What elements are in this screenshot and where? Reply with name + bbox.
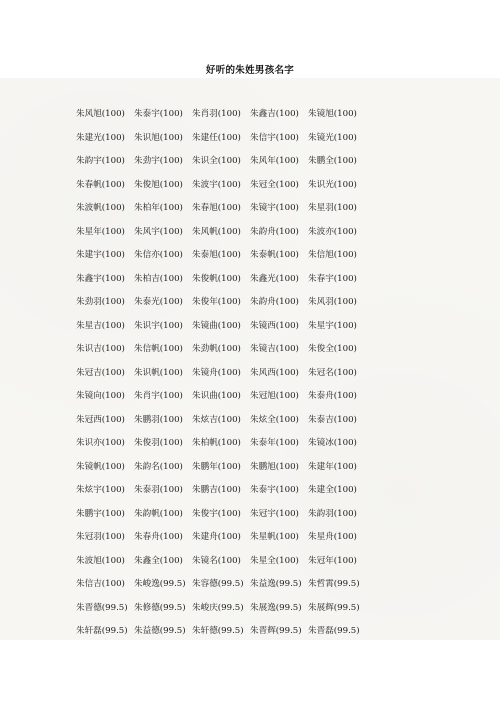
- name-entry: 朱冠吉(100): [76, 367, 125, 378]
- name-entry: 朱风羽(100): [308, 297, 357, 307]
- name-entry: 朱炫吉(100): [192, 414, 241, 425]
- name-entry: 朱信亦(100): [134, 250, 183, 260]
- name-entry: 朱泰宇(100): [134, 109, 183, 119]
- name-entry: 朱星宇(100): [308, 320, 357, 331]
- name-entry: 朱波帆(100): [76, 203, 125, 213]
- name-entry: 朱鹏年(100): [192, 461, 241, 472]
- name-entry: 朱韵宇(100): [76, 156, 125, 166]
- name-entry: 朱容德(99.5): [192, 579, 244, 589]
- name-entry: 朱肖宇(100): [134, 391, 183, 401]
- name-entry: 朱晋磊(99.5): [308, 626, 360, 636]
- name-entry: 朱识亦(100): [76, 438, 125, 448]
- name-entry: 朱识吉(100): [76, 344, 125, 354]
- name-entry: 朱韵名(100): [134, 461, 183, 472]
- name-entry: 朱轩德(99.5): [192, 626, 244, 636]
- name-entry: 朱镜冰(100): [308, 438, 357, 448]
- name-entry: 朱泰吉(100): [308, 414, 357, 425]
- name-entry: 朱晋德(99.5): [76, 602, 128, 613]
- name-entry: 朱冠旭(100): [250, 391, 299, 401]
- name-entry: 朱建全(100): [308, 485, 357, 495]
- name-entry: 朱益德(99.5): [134, 626, 186, 636]
- name-entry: 朱镜曲(100): [192, 320, 241, 331]
- names-grid: [76, 109, 436, 650]
- name-entry: 朱鹏宇(100): [76, 508, 125, 519]
- name-entry: 朱镜西(100): [250, 320, 299, 331]
- name-entry: 朱柏帆(100): [192, 438, 241, 448]
- name-entry: 朱韵帆(100): [134, 508, 183, 519]
- name-entry: 朱镜帆(100): [76, 461, 125, 472]
- name-entry: 朱益逸(99.5): [250, 579, 302, 589]
- name-entry: 朱劲羽(100): [76, 297, 125, 307]
- name-entry: 朱建宇(100): [76, 250, 125, 260]
- name-entry: 朱劲宇(100): [134, 156, 183, 166]
- name-entry: 朱风西(100): [250, 367, 299, 378]
- name-entry: 朱肖羽(100): [192, 109, 241, 119]
- name-entry: 朱建舟(100): [192, 532, 241, 542]
- name-entry: 朱镜宇(100): [250, 203, 299, 213]
- name-entry: 朱识曲(100): [192, 391, 241, 401]
- name-entry: 朱泰宇(100): [250, 485, 299, 495]
- name-entry: 朱春旭(100): [192, 203, 241, 213]
- name-entry: 朱冠宇(100): [250, 508, 299, 519]
- name-entry: 朱春舟(100): [134, 532, 183, 542]
- name-entry: 朱展辉(99.5): [308, 602, 360, 613]
- name-entry: 朱修德(99.5): [134, 602, 186, 613]
- name-entry: 朱俊宇(100): [192, 508, 241, 519]
- name-entry: 朱俊年(100): [192, 297, 241, 307]
- name-entry: 朱俊全(100): [308, 344, 357, 354]
- name-entry: 朱鑫宇(100): [76, 273, 125, 284]
- name-entry: 朱鑫光(100): [250, 273, 299, 284]
- name-entry: 朱春帆(100): [76, 179, 125, 190]
- name-entry: 朱鑫全(100): [134, 555, 183, 566]
- name-entry: 朱信帆(100): [134, 344, 183, 354]
- name-entry: 朱识全(100): [192, 156, 241, 166]
- name-entry: 朱鹏旭(100): [250, 461, 299, 472]
- name-entry: 朱柏年(100): [134, 203, 183, 213]
- name-entry: 朱鹏羽(100): [134, 414, 183, 425]
- name-entry: 朱镜吉(100): [250, 344, 299, 354]
- name-entry: 朱冠年(100): [308, 555, 357, 566]
- name-entry: 朱泰年(100): [250, 438, 299, 448]
- name-entry: 朱建光(100): [76, 132, 125, 143]
- name-entry: 朱泰光(100): [134, 297, 183, 307]
- name-entry: 朱风宇(100): [134, 226, 183, 237]
- name-entry: 朱波亦(100): [308, 226, 357, 237]
- name-entry: 朱识光(100): [308, 179, 357, 190]
- name-entry: 朱展逸(99.5): [250, 602, 302, 613]
- name-entry: 朱冠西(100): [76, 414, 125, 425]
- name-entry: 朱星帆(100): [250, 532, 299, 542]
- name-entry: 朱峻逸(99.5): [134, 579, 186, 589]
- name-entry: 朱星吉(100): [76, 320, 125, 331]
- name-entry: 朱泰羽(100): [134, 485, 183, 495]
- name-entry: 朱鹏全(100): [308, 156, 357, 166]
- page-bottom-margin: [0, 640, 500, 707]
- name-entry: 朱俊羽(100): [134, 438, 183, 448]
- name-entry: 朱柏吉(100): [134, 273, 183, 284]
- name-entry: 朱波宇(100): [192, 179, 241, 190]
- name-entry: 朱炫宇(100): [76, 485, 125, 495]
- name-entry: 朱识旭(100): [134, 132, 183, 143]
- name-entry: 朱镜舟(100): [192, 367, 241, 378]
- name-entry: 朱哲霄(99.5): [308, 579, 360, 589]
- name-entry: 朱信旭(100): [308, 250, 357, 260]
- name-entry: 朱晋辉(99.5): [250, 626, 302, 636]
- name-entry: 朱峻庆(99.5): [192, 602, 244, 613]
- name-entry: 朱韵舟(100): [250, 297, 299, 307]
- name-entry: 朱泰帆(100): [250, 250, 299, 260]
- name-entry: 朱建任(100): [192, 132, 241, 143]
- name-entry: 朱镜名(100): [192, 555, 241, 566]
- name-entry: 朱建年(100): [308, 461, 357, 472]
- name-entry: 朱风旭(100): [76, 109, 125, 119]
- name-entry: 朱韵羽(100): [308, 508, 357, 519]
- name-entry: 朱风帆(100): [192, 226, 241, 237]
- name-entry: 朱镜旭(100): [308, 109, 357, 119]
- name-entry: 朱星全(100): [250, 555, 299, 566]
- name-entry: 朱冠全(100): [250, 179, 299, 190]
- name-entry: 朱识宇(100): [134, 320, 183, 331]
- name-entry: 朱星羽(100): [308, 203, 357, 213]
- name-entry: 朱冠羽(100): [76, 532, 125, 542]
- name-entry: 朱风年(100): [250, 156, 299, 166]
- name-entry: 朱鑫吉(100): [250, 109, 299, 119]
- name-entry: 朱星年(100): [76, 226, 125, 237]
- name-entry: 朱识帆(100): [134, 367, 183, 378]
- name-entry: 朱俊旭(100): [134, 179, 183, 190]
- name-entry: 朱信宇(100): [250, 132, 299, 143]
- name-entry: 朱镜向(100): [76, 391, 125, 401]
- name-entry: 朱劲帆(100): [192, 344, 241, 354]
- name-entry: 朱俊帆(100): [192, 273, 241, 284]
- name-entry: 朱韵舟(100): [250, 226, 299, 237]
- name-entry: 朱镜光(100): [308, 132, 357, 143]
- name-entry: 朱冠名(100): [308, 367, 357, 378]
- name-entry: 朱泰舟(100): [308, 391, 357, 401]
- name-entry: 朱轩磊(99.5): [76, 626, 128, 636]
- name-entry: 朱泰旭(100): [192, 250, 241, 260]
- name-entry: 朱鹏吉(100): [192, 485, 241, 495]
- name-entry: 朱波旭(100): [76, 555, 125, 566]
- name-entry: 朱炫全(100): [250, 414, 299, 425]
- name-entry: 朱信吉(100): [76, 579, 125, 589]
- page-title: 好听的朱姓男孩名字: [205, 65, 295, 76]
- name-entry: 朱春宇(100): [308, 273, 357, 284]
- name-entry: 朱星舟(100): [308, 532, 357, 542]
